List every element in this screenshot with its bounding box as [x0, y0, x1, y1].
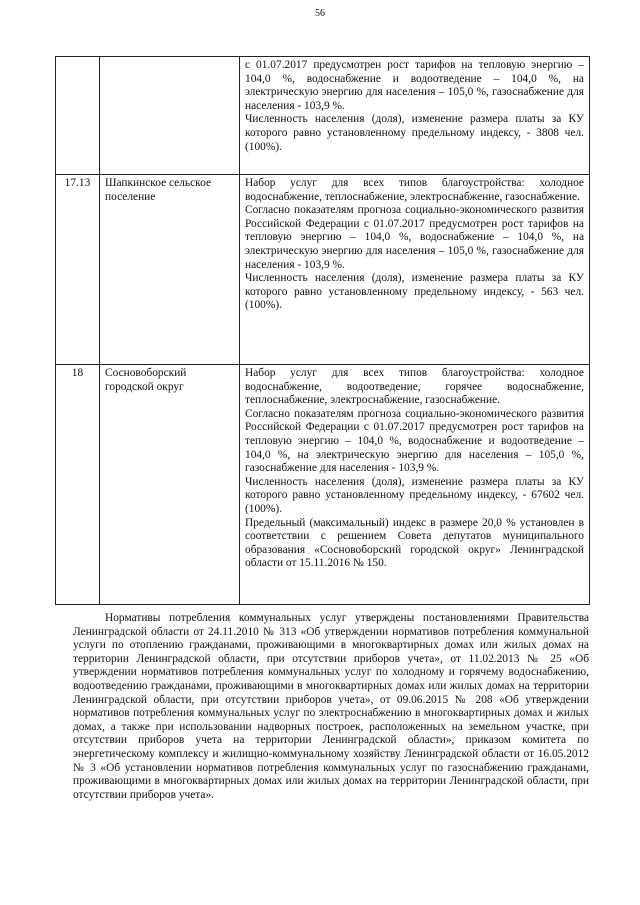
municipality-tariff-table — [55, 56, 590, 605]
table-row — [56, 57, 590, 175]
description-cell — [240, 175, 590, 365]
table-row — [56, 365, 590, 605]
description-cell — [240, 365, 590, 605]
description-paragraph: Численность населения (доля), изменение размера платы за КУ которого равно установленному предельному индексу, - 3808 чел. (100%). — [245, 113, 584, 153]
description-paragraph: Набор услуг для всех типов благоустройства: холодное водоснабжение, теплоснабжение, электроснабжение, газоснабжение. — [245, 177, 584, 203]
description-cell — [240, 57, 590, 175]
description-paragraph: с 01.07.2017 предусмотрен рост тарифов на тепловую энергию – 104,0 %, водоснабжение и водоотведение – 104,0 %, на электрическую энергию для населения – 105,0 %, газоснабжение для населения - 103,9 %. — [245, 59, 584, 112]
municipality-name — [100, 57, 240, 175]
row-number: 17.13 — [56, 175, 100, 365]
municipality-name: Шапкинское сельское поселение — [100, 175, 240, 365]
description-paragraph: Численность населения (доля), изменение размера платы за КУ которого равно установленному предельному индексу, - 67602 чел. (100%). — [245, 475, 584, 515]
description-paragraph: Согласно показателям прогноза социально-экономического развития Российской Федерации с 01.07.2017 предусмотрен рост тарифов на тепловую энергию – 104,0 %, водоснабжение и водоотведение – 104,0 %, на электрическую энергию для населения – 105,0 %, газоснабжение для населения - 103,9 %. — [245, 407, 584, 475]
description-paragraph: Численность населения (доля), изменение размера платы за КУ которого равно установленному предельному индексу, - 563 чел. (100%). — [245, 272, 584, 312]
row-number — [56, 57, 100, 175]
closing-paragraph: Нормативы потребления коммунальных услуг утверждены постановлениями Правительства Ленинградской области от 24.11.2010 № 313 «Об утверждении нормативов потребления коммунальной услуги по отоплению гражданами, проживающими в многоквартирных домах или жилых домах на территории Ленинградской области, при отсутствии приборов учета», от 11.02.2013 № 25 «Об утверждении нормативов потребления коммунальных услуг по холодному и горячему водоснабжению, водоотведению гражданами, проживающими в многоквартирных домах или жилых домах на территории Ленинградской области, при отсутствии приборов учета», от 09.06.2015 № 208 «Об утверждении нормативов потребления коммунальных услуг по электроснабжению в многоквартирных домах и жилых домах, а также при использовании надворных построек, расположенных на земельном участке, при отсутствии приборов учета на территории Ленинградской области», приказом комитета по энергетическому комплексу и жилищно-коммунальному хозяйству Ленинградской области от 16.05.2012 № 3 «Об установлении нормативов потребления коммунальных услуг по газоснабжению гражданами, проживающими в многоквартирных домах или жилых домах на территории Ленинградской области, при отсутствии приборов учета». — [73, 612, 589, 801]
description-paragraph: Набор услуг для всех типов благоустройства: холодное водоснабжение, водоотведение, горячее водоснабжение, теплоснабжение, электроснабжение, газоснабжение. — [245, 367, 584, 407]
row-number: 18 — [56, 365, 100, 605]
page-number: 56 — [315, 8, 325, 19]
description-paragraph: Предельный (максимальный) индекс в размере 20,0 % установлен в соответствии с решением Совета депутатов муниципального образования «Сосновоборский городской округ» Ленинградской области от 15.11.2016 № 150. — [245, 516, 584, 570]
description-paragraph: Согласно показателям прогноза социально-экономического развития Российской Федерации с 01.07.2017 предусмотрен рост тарифов на тепловую энергию – 104,0 %, водоснабжение – 104,0 %, на электрическую энергию для населения – 105,0 %, газоснабжение для населения - 103,9 %. — [245, 204, 584, 271]
municipality-name: Сосновоборский городской округ — [100, 365, 240, 605]
table-row — [56, 175, 590, 365]
